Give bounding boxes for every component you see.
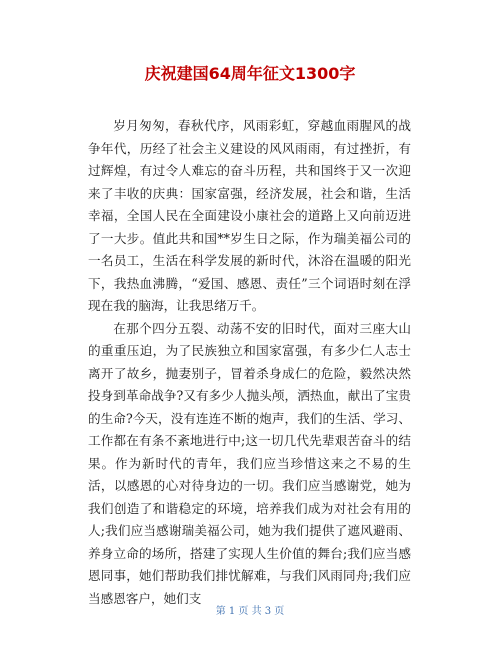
document-title: 庆祝建国64周年征文1300字 <box>144 64 356 83</box>
paragraph: 岁月匆匆，春秋代序，风雨彩虹，穿越血雨腥风的战争年代，历经了社会主义建设的风风雨雨，有过挫折，有过辉煌，有过令人难忘的奋斗历程，共和国终于又一次迎来了丰收的庆典：国家富强，经济发展，社会和谐，生活幸福，全国人民在全面建设小康社会的道路上又向前迈进了一大步。值此共和国**岁生日之际，作为瑞美福公司的一名员工，生活在科学发展的新时代，沐浴在温暖的阳光下，我热血沸腾，“爱国、感恩、责任”三个词语时刻在浮现在我的脑海，让我思绪万千。 <box>88 118 411 313</box>
document-body <box>88 115 411 610</box>
page-footer: 第 1 页 共 3 页 <box>215 606 285 617</box>
paragraph: 在那个四分五裂、动荡不安的旧时代，面对三座大山的重重压迫，为了民族独立和国家富强，有多少仁人志士离开了故乡，抛妻别子，冒着杀身成仁的危险，毅然决然投身到革命战争?又有多少人抛头颅，洒热血，献出了宝贵的生命?今天，没有连连不断的炮声，我们的生活、学习、工作都在有条不紊地进行中;这一切几代先辈艰苦奋斗的结果。作为新时代的青年，我们应当珍惜这来之不易的生活，以感恩的心对待身边的一切。我们应当感谢党，她为我们创造了和谐稳定的环境，培养我们成为对社会有用的人;我们应当感谢瑞美福公司，她为我们提供了遮风避雨、养身立命的场所，搭建了实现人生价值的舞台;我们应当感恩同事，她们帮助我们排忧解难，与我们风雨同舟;我们应当感恩客户，她们支 <box>88 320 411 606</box>
